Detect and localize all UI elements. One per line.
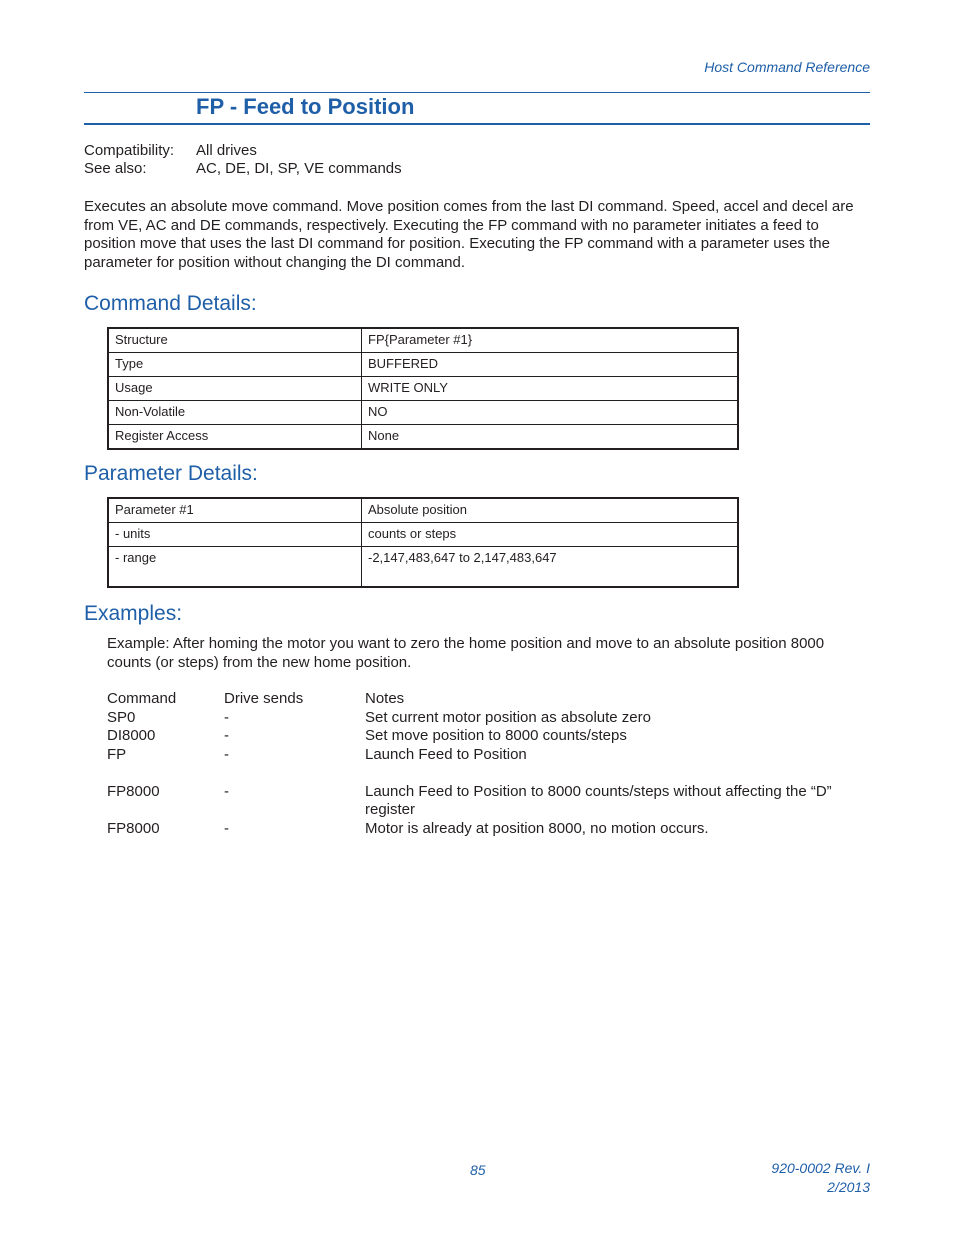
examples-heading: Examples: bbox=[84, 602, 183, 625]
page-title: FP - Feed to Position bbox=[196, 94, 415, 119]
table-row bbox=[108, 425, 738, 450]
notes-cell: Launch Feed to Position bbox=[365, 745, 527, 763]
table-cell: NO bbox=[362, 401, 739, 425]
table-row bbox=[108, 401, 738, 425]
see-also-row bbox=[84, 160, 402, 178]
command-cell: FP8000 bbox=[107, 819, 160, 837]
list-item bbox=[107, 727, 867, 746]
command-details-heading: Command Details: bbox=[84, 292, 257, 315]
drive-sends-cell: - bbox=[224, 819, 229, 837]
document-revision bbox=[771, 1159, 870, 1197]
table-row bbox=[108, 377, 738, 401]
page-number: 85 bbox=[470, 1162, 486, 1178]
table-cell: Structure bbox=[108, 328, 362, 353]
parameter-details-table bbox=[107, 497, 739, 588]
compatibility-row bbox=[84, 142, 402, 160]
column-header: Drive sends bbox=[224, 690, 304, 707]
table-cell: WRITE ONLY bbox=[362, 377, 739, 401]
examples-header-row bbox=[107, 690, 867, 709]
table-cell: Type bbox=[108, 353, 362, 377]
table-row bbox=[108, 498, 738, 523]
drive-sends-cell: - bbox=[224, 727, 229, 744]
table-cell: BUFFERED bbox=[362, 353, 739, 377]
compatibility-block bbox=[84, 142, 402, 178]
table-cell: None bbox=[362, 425, 739, 450]
table-cell: FP{Parameter #1} bbox=[362, 328, 739, 353]
command-cell: FP8000 bbox=[107, 782, 160, 800]
table-cell: counts or steps bbox=[362, 523, 739, 547]
command-details-table bbox=[107, 327, 739, 450]
drive-sends-cell: - bbox=[224, 782, 229, 800]
notes-cell: Set current motor position as absolute zero bbox=[365, 708, 651, 726]
meta-value: AC, DE, DI, SP, VE commands bbox=[196, 160, 402, 177]
column-header: Command bbox=[107, 690, 177, 707]
table-cell: Absolute position bbox=[362, 498, 739, 523]
table-row bbox=[108, 523, 738, 547]
list-item bbox=[107, 783, 867, 820]
table-cell: - units bbox=[108, 523, 362, 547]
table-row bbox=[108, 328, 738, 353]
list-item bbox=[107, 709, 867, 728]
meta-key: See also: bbox=[84, 160, 147, 177]
notes-cell: Motor is already at position 8000, no motion occurs. bbox=[365, 819, 709, 837]
column-header: Notes bbox=[365, 690, 405, 707]
meta-key: Compatibility: bbox=[84, 142, 175, 159]
command-cell: FP bbox=[107, 745, 127, 763]
table-cell: Usage bbox=[108, 377, 362, 401]
examples-table bbox=[107, 690, 867, 838]
notes-cell: Set move position to 8000 counts/steps bbox=[365, 727, 627, 744]
table-cell: - range bbox=[108, 547, 362, 588]
table-cell: -2,147,483,647 to 2,147,483,647 bbox=[362, 547, 739, 588]
table-cell: Register Access bbox=[108, 425, 362, 450]
parameter-details-heading: Parameter Details: bbox=[84, 462, 258, 485]
table-row bbox=[108, 547, 738, 588]
drive-sends-cell: - bbox=[224, 708, 229, 726]
table-cell: Non-Volatile bbox=[108, 401, 362, 425]
notes-cell: Launch Feed to Position to 8000 counts/steps without affecting the “D” register bbox=[365, 782, 832, 818]
drive-sends-cell: - bbox=[224, 745, 229, 763]
description-paragraph: Executes an absolute move command. Move position comes from the last DI command. Speed, accel and decel are from VE, AC and DE commands, respectively. Executing the FP command with no parameter initiates a feed to position move that uses the last DI command for position. Executing the FP command with a parameter uses the parameter for position without changing the DI command. bbox=[84, 198, 854, 271]
title-bottom-rule bbox=[84, 123, 870, 125]
table-row bbox=[108, 353, 738, 377]
command-cell: SP0 bbox=[107, 708, 136, 726]
doc-rev: 920-0002 Rev. I bbox=[771, 1160, 870, 1176]
list-item bbox=[107, 820, 867, 839]
examples-intro: Example: After homing the motor you want to zero the home position and move to an absolute position 8000 counts (or steps) from the new home position. bbox=[107, 635, 825, 671]
title-top-rule bbox=[84, 92, 870, 93]
doc-date: 2/2013 bbox=[827, 1179, 870, 1195]
meta-value: All drives bbox=[196, 142, 257, 159]
table-cell: Parameter #1 bbox=[108, 498, 362, 523]
list-item bbox=[107, 746, 867, 765]
command-cell: DI8000 bbox=[107, 727, 156, 744]
running-header: Host Command Reference bbox=[704, 59, 870, 75]
spacer bbox=[107, 764, 867, 783]
